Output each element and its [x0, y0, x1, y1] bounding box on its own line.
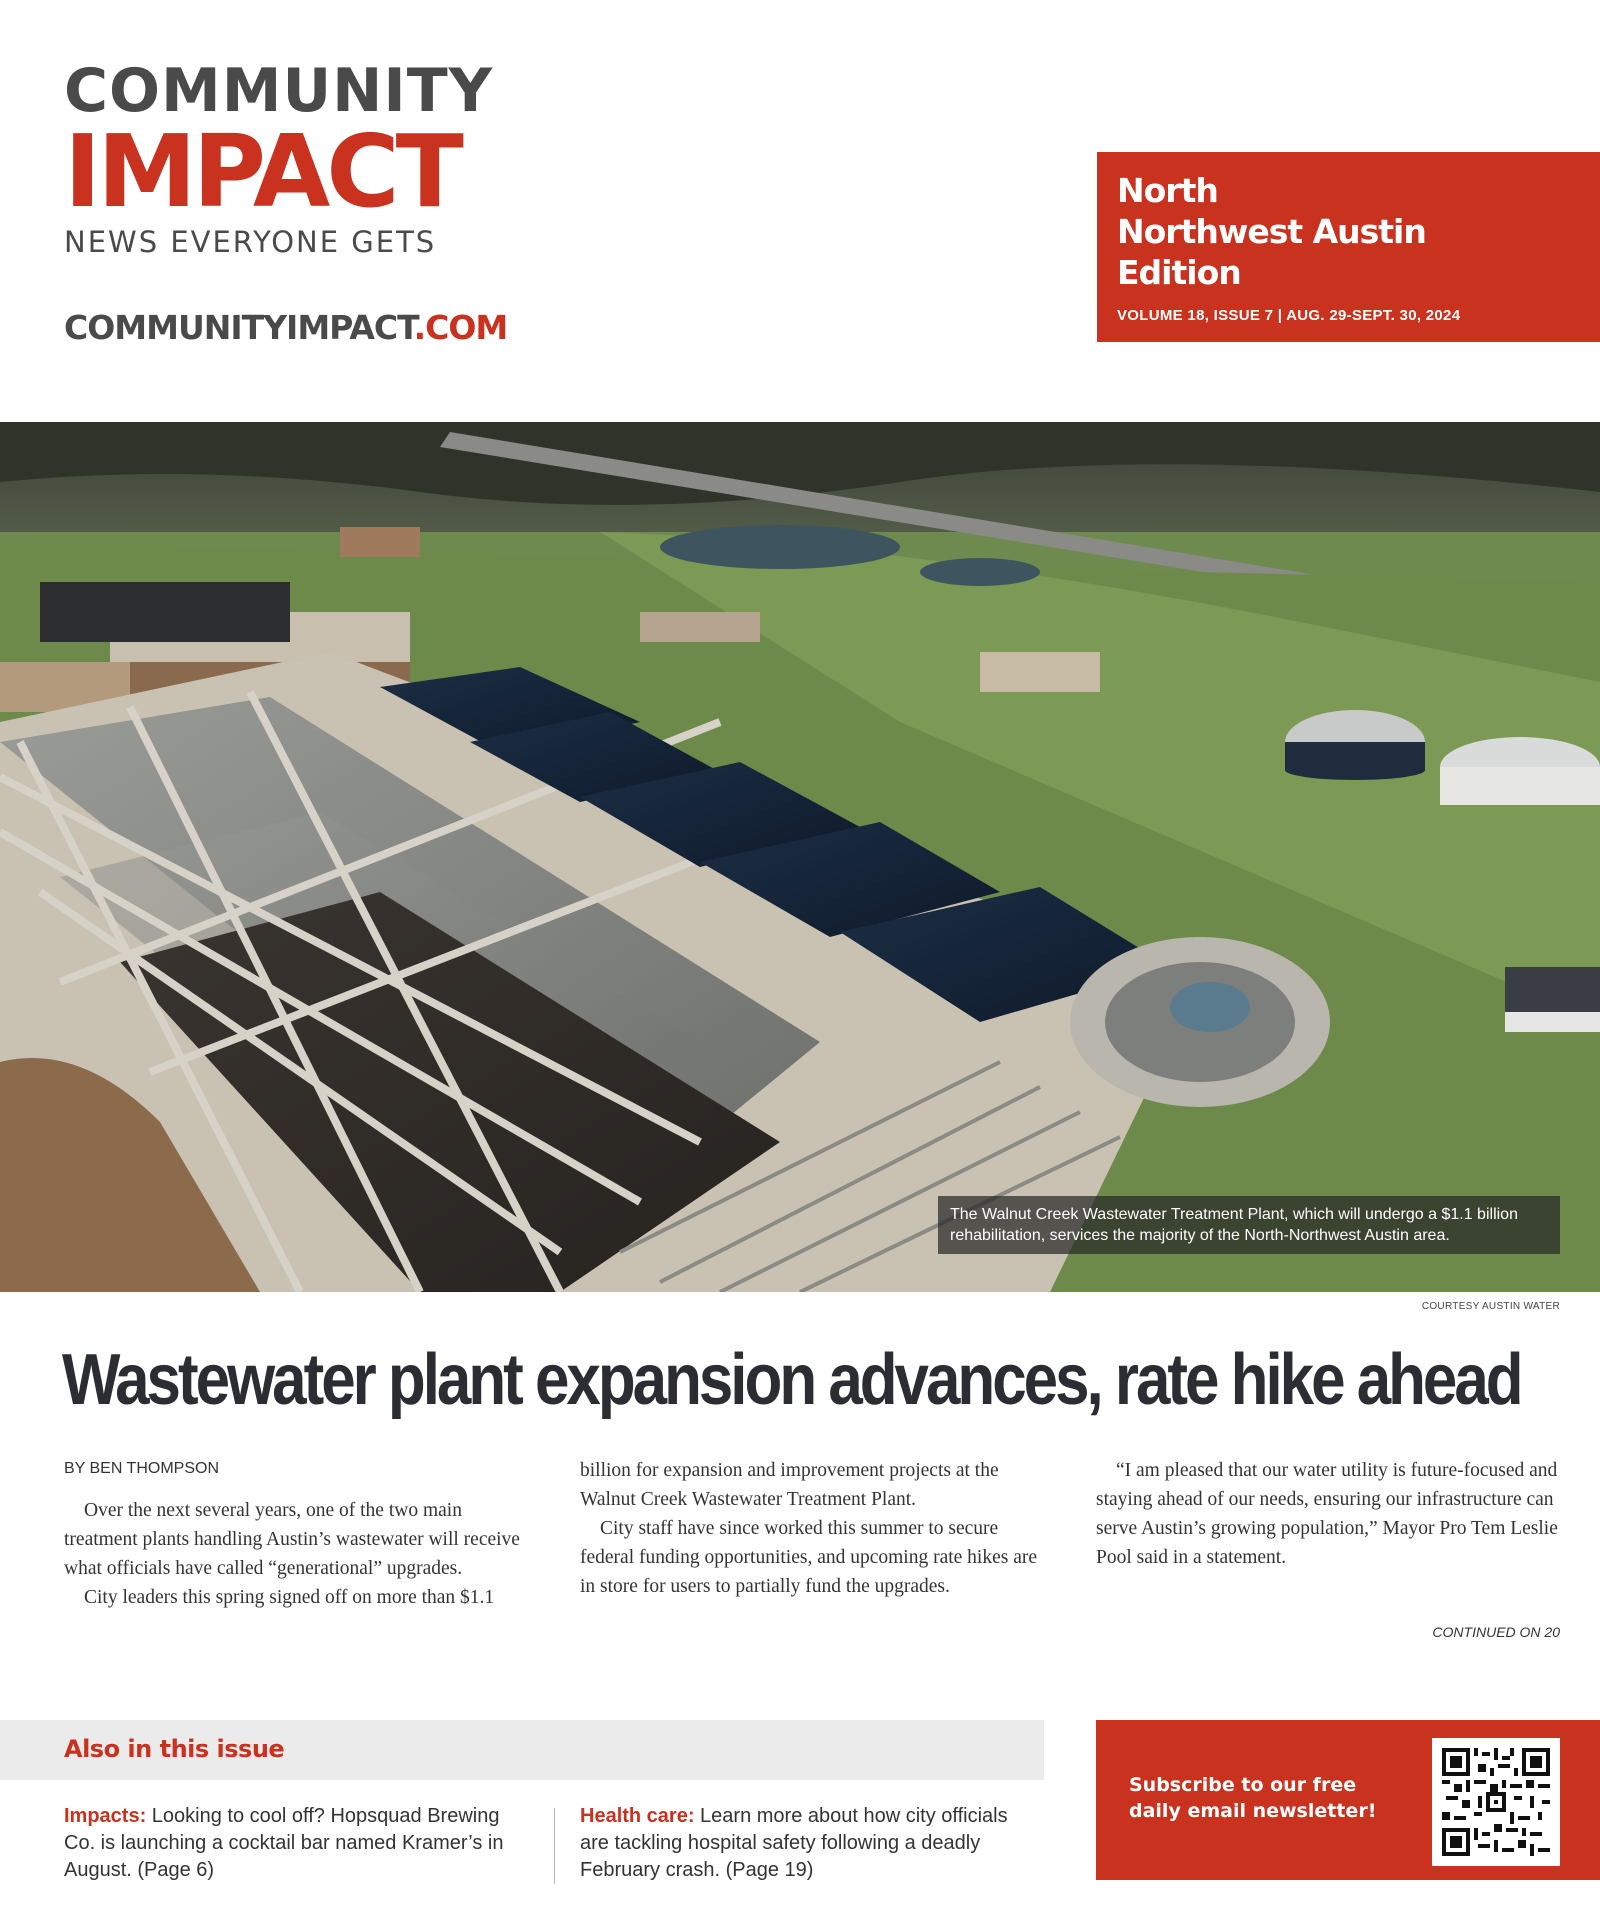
edition-name	[1117, 170, 1580, 293]
teaser-impacts[interactable]	[64, 1803, 524, 1884]
logo-impact-text: IMPACT	[64, 113, 460, 230]
teaser-health-care[interactable]	[580, 1803, 1040, 1884]
story-byline: BY BEN THOMPSON	[64, 1460, 219, 1477]
site-url-main: COMMUNITYIMPACT	[64, 308, 414, 347]
teaser-divider	[554, 1808, 555, 1884]
teaser-kicker: Health care:	[580, 1805, 695, 1827]
story-column-2	[580, 1456, 1050, 1601]
site-url-domain: .COM	[413, 308, 508, 347]
story-paragraph: City staff have since worked this summer to secure federal funding opportunities, and upcoming rate hikes are in store for users to partially fund the upgrades.	[580, 1518, 1038, 1597]
subscribe-newsletter-box[interactable]	[1096, 1720, 1600, 1880]
story-column-3	[1096, 1456, 1566, 1572]
story-headline[interactable]: Wastewater plant expansion advances, rate hike ahead	[62, 1340, 1521, 1420]
edition-volume-issue-dates: VOLUME 18, ISSUE 7 | AUG. 29-SEPT. 30, 2024	[1117, 307, 1461, 324]
edition-line-3: Edition	[1117, 253, 1241, 292]
also-in-issue-title: Also in this issue	[64, 1735, 285, 1763]
story-column-1	[64, 1496, 534, 1612]
photo-credit: COURTESY AUSTIN WATER	[1421, 1301, 1560, 1312]
qr-code-icon[interactable]	[1432, 1738, 1560, 1866]
story-paragraph: City leaders this spring signed off on more than $1.1	[84, 1587, 495, 1608]
edition-box	[1097, 152, 1600, 342]
hero-photo-treatment-plant	[0, 422, 1600, 1292]
subscribe-text: Subscribe to our free daily email newsletter!	[1129, 1774, 1377, 1822]
teaser-text: Looking to cool off? Hopsquad Brewing Co. is launching a cocktail bar named Kramer’s in August. (Page 6)	[64, 1805, 504, 1881]
site-url-link[interactable]	[64, 308, 507, 347]
teaser-text: Learn more about how city officials are tackling hospital safety following a deadly February crash. (Page 19)	[580, 1805, 1008, 1881]
continued-on-link[interactable]: CONTINUED ON 20	[1432, 1624, 1560, 1640]
logo-tagline: NEWS EVERYONE GETS	[64, 225, 437, 259]
story-paragraph: “I am pleased that our water utility is future-focused and staying ahead of our needs, ensuring our infrastructure can serve Austin’s growing population,” Mayor Pro Tem Leslie Pool said in a statement.	[1096, 1460, 1558, 1568]
logo-community-text: COMMUNITY	[64, 56, 494, 126]
community-impact-logo[interactable]	[64, 56, 494, 260]
edition-line-2: Northwest Austin	[1117, 212, 1426, 251]
story-paragraph: billion for expansion and improvement projects at the Walnut Creek Wastewater Treatment Plant.	[580, 1460, 999, 1510]
edition-line-1: North	[1117, 171, 1218, 210]
photo-caption: The Walnut Creek Wastewater Treatment Plant, which will undergo a $1.1 billion rehabilitation, services the majority of the North-Northwest Austin area.	[938, 1196, 1560, 1254]
teaser-kicker: Impacts:	[64, 1805, 147, 1827]
story-paragraph: Over the next several years, one of the two main treatment plants handling Austin’s wastewater will receive what officials have called “generational” upgrades.	[64, 1500, 520, 1579]
